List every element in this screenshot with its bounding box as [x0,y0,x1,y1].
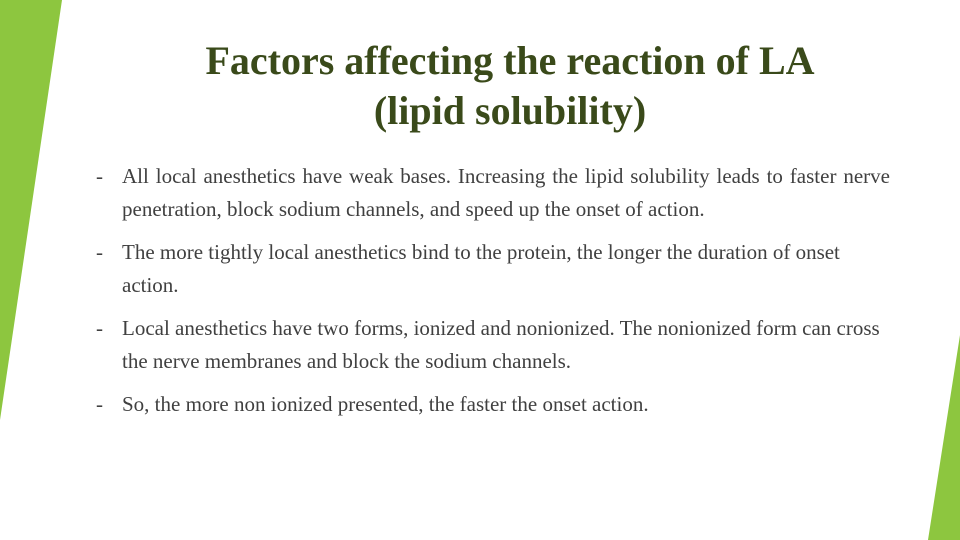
title-line-2: (lipid solubility) [373,88,647,133]
bullet-text: So, the more non ionized presented, the faster the onset action. [122,392,649,416]
dash-marker-icon: - [96,316,103,340]
left-green-accent-bar [0,0,62,420]
bullet-item [96,388,890,421]
title-line-1: Factors affecting the reaction of LA [205,38,815,83]
dash-marker-icon: - [96,240,103,264]
bullet-text: The more tightly local anesthetics bind to the protein, the longer the duration of onset action. [122,240,840,297]
bullet-item [96,160,890,226]
bullet-text: Local anesthetics have two forms, ionized and nonionized. The nonionized form can cross the nerve membranes and block the sodium channels. [122,316,880,373]
bullet-text: All local anesthetics have weak bases. Increasing the lipid solubility leads to faster nerve penetration, block sodium channels, and speed up the onset of action. [122,164,890,221]
right-green-accent-bar [928,335,960,540]
slide-title [110,36,910,136]
bullet-item [96,236,890,302]
bullet-list [96,160,890,431]
dash-marker-icon: - [96,164,103,188]
dash-marker-icon: - [96,392,103,416]
bullet-item [96,312,890,378]
